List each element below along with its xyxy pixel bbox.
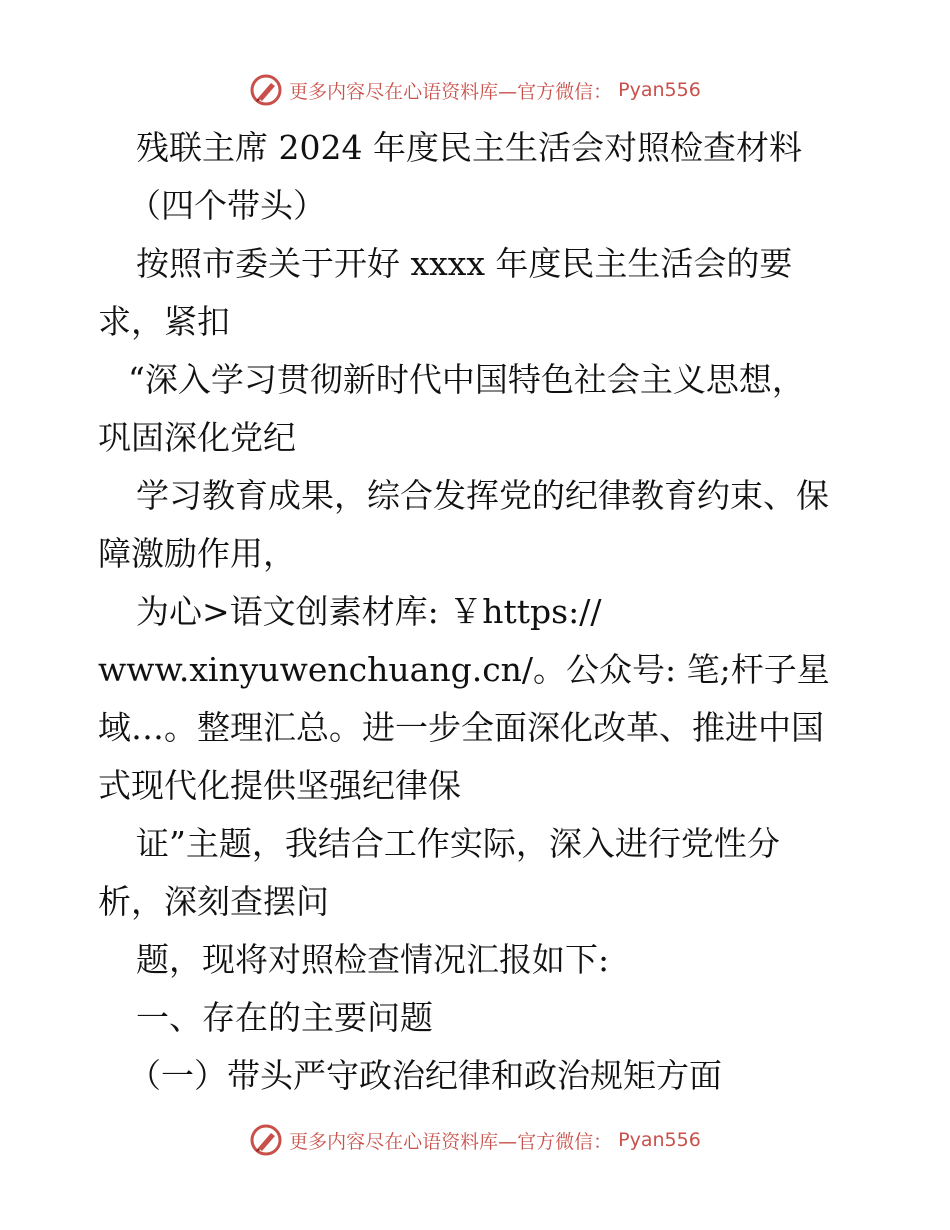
- watermark-contact: Pyan556: [618, 1129, 701, 1151]
- subsection-heading: （一）带头严守政治纪律和政治规矩方面: [128, 1056, 722, 1095]
- watermark-text: 更多内容尽在心语资料库—官方微信：: [289, 80, 613, 103]
- paragraph-line: 题，现将对照检查情况汇报如下:: [136, 940, 610, 979]
- document-subtitle: （四个带头）: [128, 186, 326, 225]
- paragraph-line: 求，紧扣: [98, 302, 230, 341]
- paragraph-line: 证”主题，我结合工作实际，深入进行党性分: [136, 824, 780, 863]
- paragraph-line: 巩固深化党纪: [98, 418, 296, 457]
- footer-watermark: [0, 1120, 950, 1160]
- paragraph-line: www.xinyuwenchuang.cn/。公众号: 笔;杆子星: [98, 650, 830, 689]
- paragraph-line: 障激励作用，: [98, 534, 296, 573]
- paragraph-line: 析，深刻查摆问: [98, 882, 329, 921]
- pen-logo-icon: [249, 73, 283, 107]
- paragraph-line: 域…。整理汇总。进一步全面深化改革、推进中国: [98, 708, 824, 747]
- paragraph-line: “深入学习贯彻新时代中国特色社会主义思想，: [128, 360, 805, 399]
- paragraph-line: 式现代化提供坚强纪律保: [98, 766, 461, 805]
- paragraph-line: 为心>语文创素材库: ￥https://: [136, 592, 602, 631]
- header-watermark: [0, 70, 950, 110]
- watermark-contact: Pyan556: [618, 79, 701, 101]
- paragraph-line: 学习教育成果，综合发挥党的纪律教育约束、保: [136, 476, 829, 515]
- section-heading: 一、存在的主要问题: [136, 998, 433, 1037]
- document-title: 残联主席 2024 年度民主生活会对照检查材料: [136, 128, 802, 167]
- pen-logo-icon: [249, 1123, 283, 1157]
- paragraph-line: 按照市委关于开好 xxxx 年度民主生活会的要: [136, 244, 793, 283]
- watermark-text: 更多内容尽在心语资料库—官方微信：: [289, 1130, 613, 1153]
